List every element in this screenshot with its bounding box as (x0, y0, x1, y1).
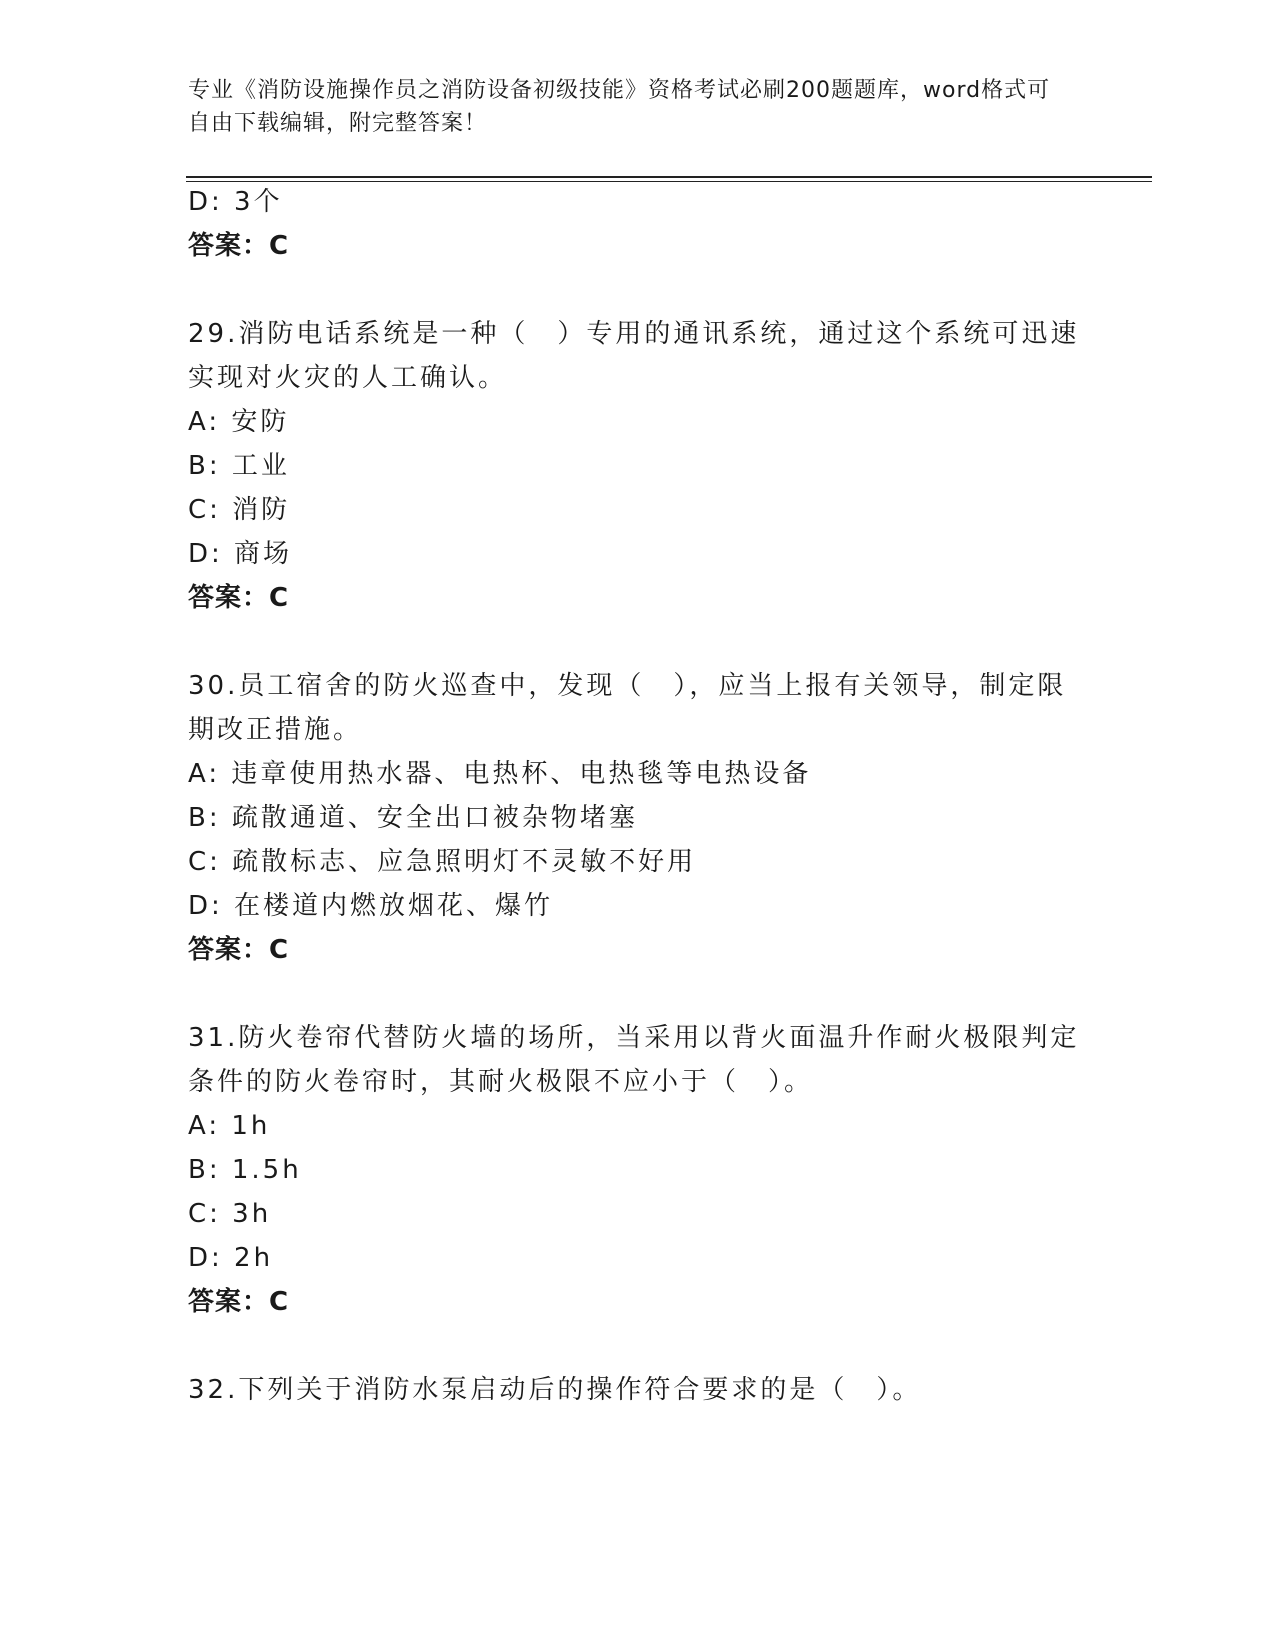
question-29-option-a: A: 安防 (188, 407, 290, 437)
question-32-stem: 32.下列关于消防水泵启动后的操作符合要求的是（ ）。 (188, 1375, 922, 1405)
question-31-option-b: B: 1.5h (188, 1155, 302, 1185)
question-30-stem-cont: 期改正措施。 (188, 715, 363, 745)
question-31-option-d: D: 2h (188, 1243, 274, 1273)
question-29-stem-cont: 实现对火灾的人工确认。 (188, 363, 508, 393)
question-29-answer: 答案：C (188, 583, 290, 613)
option-d: D: 3个 (188, 187, 283, 217)
question-30-option-a: A: 违章使用热水器、电热杯、电热毯等电热设备 (188, 759, 812, 789)
header-divider-thick (186, 176, 1152, 178)
question-31-option-a: A: 1h (188, 1111, 271, 1141)
question-29-option-d: D: 商场 (188, 539, 293, 569)
question-29-option-b: B: 工业 (188, 451, 290, 481)
question-31-stem: 31.防火卷帘代替防火墙的场所，当采用以背火面温升作耐火极限判定 (188, 1023, 1080, 1053)
document-header: 专业《消防设施操作员之消防设备初级技能》资格考试必刷200题题库，word格式可自由下载编辑，附完整答案！ (188, 78, 1051, 136)
question-30-option-d: D: 在楼道内燃放烟花、爆竹 (188, 891, 554, 921)
question-31-option-c: C: 3h (188, 1199, 272, 1229)
question-29-stem: 29.消防电话系统是一种（ ）专用的通讯系统，通过这个系统可迅速 (188, 319, 1080, 349)
question-30-option-b: B: 疏散通道、安全出口被杂物堵塞 (188, 803, 638, 833)
question-30-stem: 30.员工宿舍的防火巡查中，发现（ ），应当上报有关领导，制定限 (188, 671, 1067, 701)
question-31-answer: 答案：C (188, 1287, 290, 1317)
question-30-option-c: C: 疏散标志、应急照明灯不灵敏不好用 (188, 847, 697, 877)
question-31-stem-cont: 条件的防火卷帘时，其耐火极限不应小于（ ）。 (188, 1067, 814, 1097)
header-divider-thin (186, 181, 1152, 182)
answer-label: 答案：C (188, 231, 290, 261)
question-30-answer: 答案：C (188, 935, 290, 965)
question-29-option-c: C: 消防 (188, 495, 291, 525)
